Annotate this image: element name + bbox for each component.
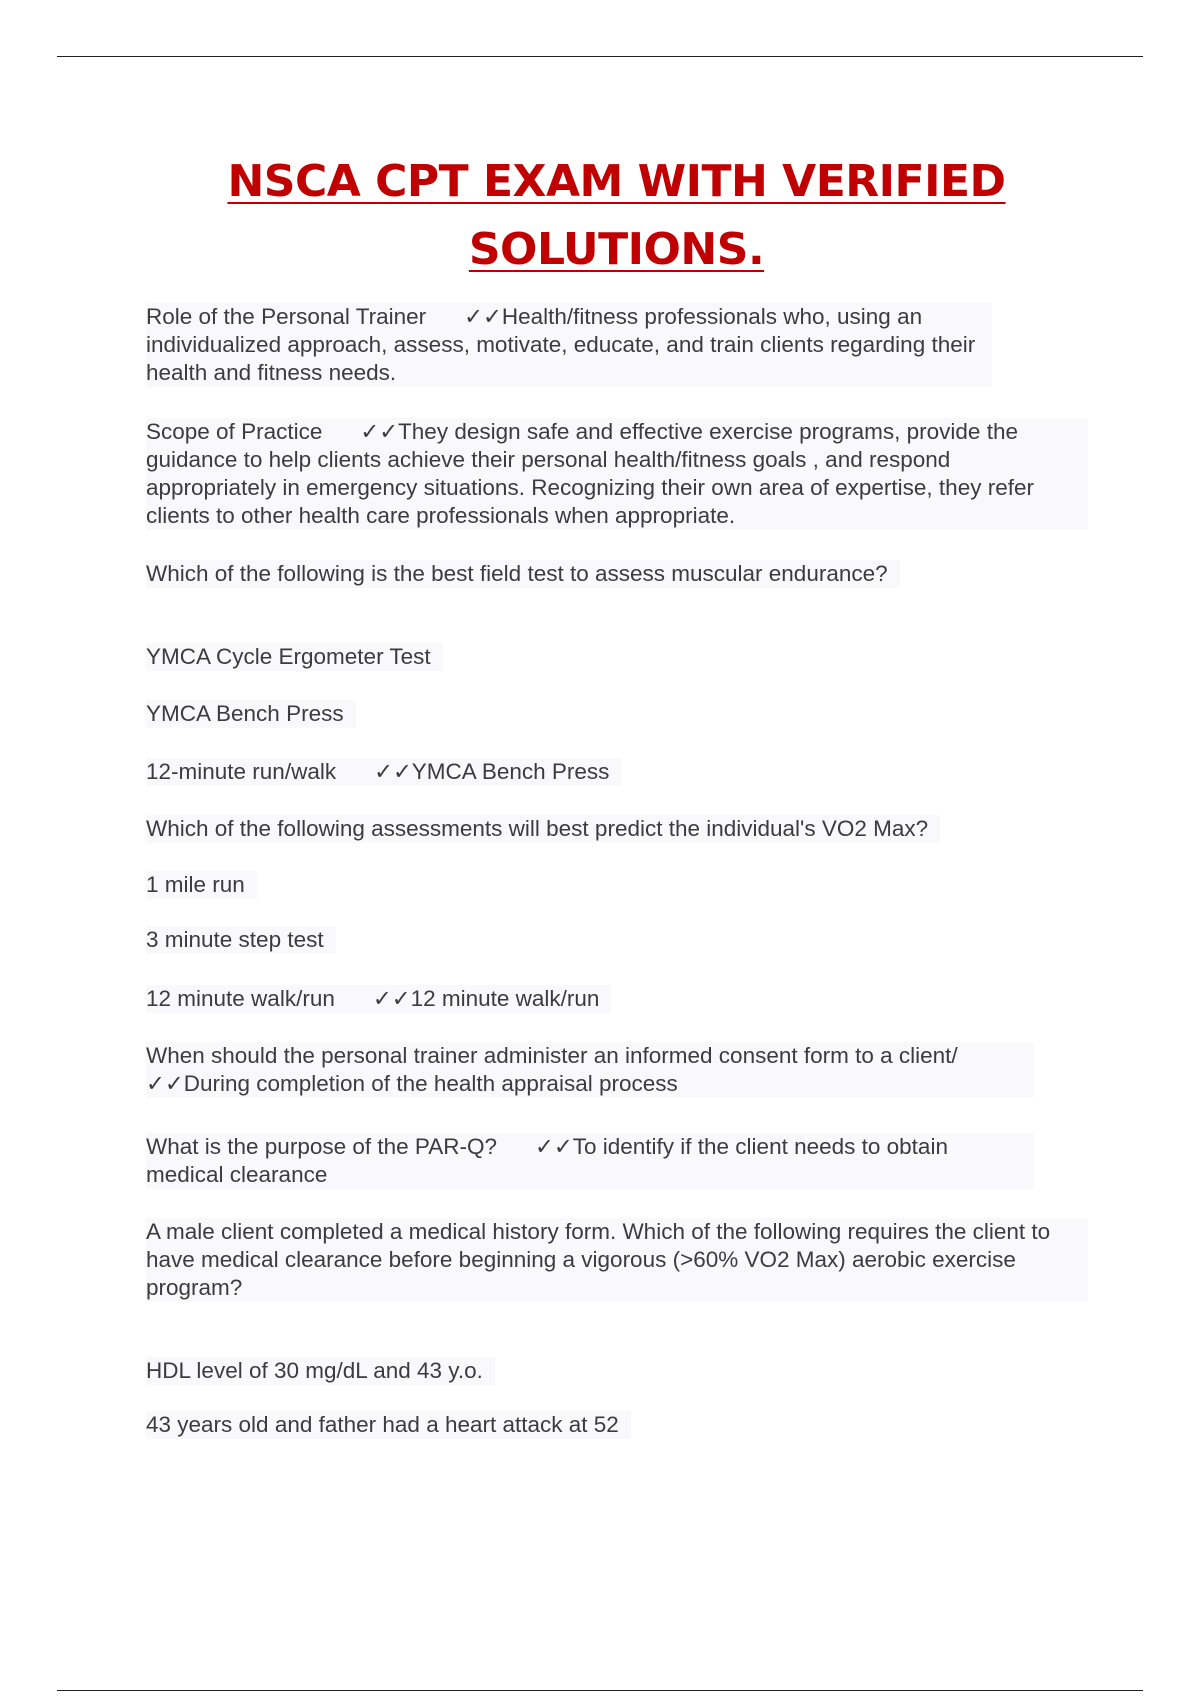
- q2-option-1: 1 mile run: [146, 871, 257, 899]
- q4-question: What is the purpose of the PAR-Q?: [146, 1134, 498, 1159]
- q2-question: Which of the following assessments will best predict the individual's VO2 Max?: [146, 815, 940, 843]
- q1-option-1: YMCA Cycle Ergometer Test: [146, 643, 443, 671]
- q3-question: When should the personal trainer administer an informed consent form to a client/: [146, 1043, 958, 1068]
- q2-answer: ✓✓12 minute walk/run: [372, 986, 600, 1011]
- q2-option-3: 12 minute walk/run: [146, 986, 335, 1011]
- q1-question: Which of the following is the best field test to assess muscular endurance?: [146, 560, 900, 588]
- q4-answer: ✓✓To identify if the client needs to obtain medical clearance: [146, 1134, 948, 1187]
- q5-option-2: 43 years old and father had a heart attack at 52: [146, 1411, 631, 1439]
- qa-par-q: [146, 1133, 1034, 1189]
- q2-option-2: 3 minute step test: [146, 926, 336, 954]
- q1-option-2: YMCA Bench Press: [146, 700, 356, 728]
- q1-option-3: 12-minute run/walk: [146, 759, 337, 784]
- scope-answer: ✓✓They design safe and effective exercise programs, provide the guidance to help clients achieve their personal health/fitness goals , and respond appropriately in emergency situations. Recognizing their own area of expertise, they refer clients to other health care professionals when appropriate.: [146, 419, 1034, 528]
- qa-scope: [146, 418, 1088, 530]
- qa-informed-consent: [146, 1042, 1034, 1098]
- role-term: Role of the Personal Trainer: [146, 304, 427, 329]
- q2-option-3-answer: [146, 985, 611, 1013]
- q1-answer: ✓✓YMCA Bench Press: [374, 759, 610, 784]
- q1-option-3-answer: [146, 758, 621, 786]
- qa-role: [146, 303, 992, 387]
- q3-answer: ✓✓During completion of the health appraisal process: [146, 1071, 678, 1096]
- top-rule: [57, 56, 1143, 57]
- role-answer: ✓✓Health/fitness professionals who, using an individualized approach, assess, motivate, educate, and train clients regarding their health and fitness needs.: [146, 304, 976, 385]
- scope-term: Scope of Practice: [146, 419, 323, 444]
- title-line-2: SOLUTIONS.: [468, 224, 765, 275]
- title-line-1: NSCA CPT EXAM WITH VERIFIED: [227, 156, 1006, 207]
- q5-option-1: HDL level of 30 mg/dL and 43 y.o.: [146, 1357, 495, 1385]
- bottom-rule: [57, 1690, 1143, 1691]
- document-title: [0, 148, 1200, 284]
- q5-question: A male client completed a medical history form. Which of the following requires the client to have medical clearance before beginning a vigorous (>60% VO2 Max) aerobic exercise program?: [146, 1218, 1088, 1302]
